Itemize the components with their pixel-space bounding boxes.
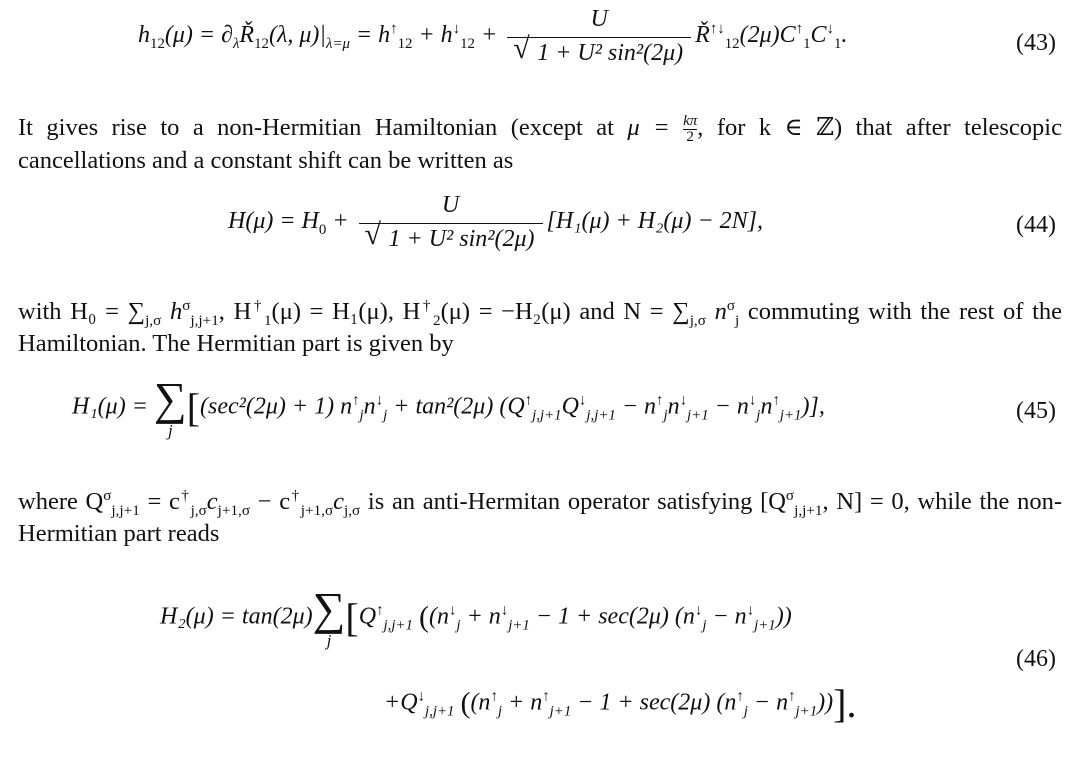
equation-46-line-1: H₂(μ) = tan(2μ) ∑ j [$Q^↑_{j,j+1}$ ($(n^↓_j + n^↓_{j+1} - 1 + \sec(2\mu) (n^↓_j - n^↓_{j+1}))$ xyxy=(160,583,792,650)
fraction: U √ 1 + U² sin²(2μ) xyxy=(359,192,543,253)
paragraph-1: It gives rise to a non-Hermitian Hamiltonian (except at $\mu = \frac{k\pi}{2}$ , for k ∈ ℤ) that after telescopic cancellations and a constant shift can be written as xyxy=(18,112,1062,174)
equation-44 xyxy=(0,180,1080,270)
paragraph-2: with $H_0 = \sum_{j,\sigma}$ $h^\sigma_{j,j+1}$, $H^\dagger_1(\mu) = H_1(\mu)$, $H^\dagger_2(\mu) = -H_2(\mu)$ and $N = \sum_{j,\sigma}$ $n^\sigma_j$ commuting with the rest of the Hamiltonian. The Hermitian part is given by xyxy=(18,296,1063,357)
equation-number: (45) xyxy=(1016,398,1056,424)
equation-45-body: H₁(μ) = ∑ j [(sec²(2μ) + 1) $n^↑_jn^↓_j + \tan^2(2\mu) (Q^↑_{j,j+1}Q^↓_{j,j+1} - n^↑_jn^↓_{j+1} - n^↓_jn^↑_{j+1})$], xyxy=(72,373,825,440)
paragraph-3: where $Q^\sigma_{j,j+1} = c^\dagger_{j,\sigma}c_{j+1,\sigma} - c^\dagger_{j+1,\sigma}c_{j,\sigma}$ is an anti-Hermitan operator satisfying [$Q^\sigma_{j,j+1}$, N] = 0, while the non-Hermitian part reads xyxy=(18,486,1062,547)
equation-44-body: $H(\mu) = H_0$ + U √ 1 + U² sin²(2μ) [H₁(μ) + H₂(μ) − 2N], xyxy=(228,192,763,253)
sum-symbol: ∑ j xyxy=(153,373,187,440)
equation-46 xyxy=(0,580,1080,760)
k-pi-over-2: $\frac{k\pi}{2}$ xyxy=(683,112,698,145)
equation-45 xyxy=(0,370,1080,460)
equation-43 xyxy=(0,0,1080,82)
equation-43-body: $h_{12}(\mu)$ = $\partial_\lambda Ř_{12}(\lambda$, $\mu)|_{\lambda=\mu} = h^↑_{12} + h^↓_{12}$ + U √ 1 + U² sin²(2μ) $Ř^{↑↓}_{12}(2\mu)C^↑_1C^↓_1$. xyxy=(138,6,847,67)
sum-symbol: ∑ j xyxy=(312,583,346,650)
fraction: U √ 1 + U² sin²(2μ) xyxy=(507,6,691,67)
equation-number: (46) xyxy=(1016,646,1056,672)
equation-number: (44) xyxy=(1016,212,1056,238)
equation-number: (43) xyxy=(1016,30,1056,56)
equation-46-line-2: $+Q^↓_{j,j+1}$ $((n^↑_j + n^↑_{j+1} - 1 + \sec(2\mu) (n^↑_j - n^↑_{j+1}))]$. xyxy=(384,681,857,726)
